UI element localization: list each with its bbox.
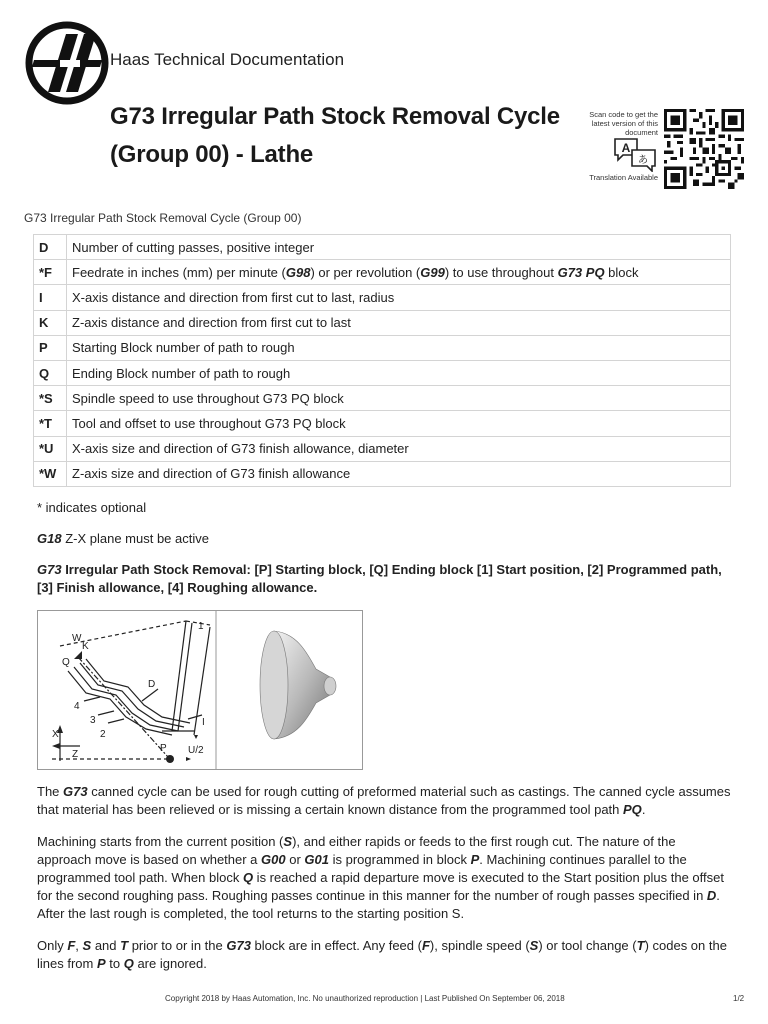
copyright-text: Copyright 2018 by Haas Automation, Inc. No unauthorized reproduction | Last Published On September 06, 2018 [165, 994, 565, 1003]
param-key: *F [34, 260, 67, 285]
param-desc: Z-axis distance and direction from first cut to last [67, 310, 731, 335]
text-run: block are in effect. Any feed ( [250, 938, 422, 953]
text-run: ), and either rapids or feeds to the first rough cut. The nature of the approach move is based on whether a [37, 834, 676, 867]
param-desc: Starting Block number of path to rough [67, 335, 731, 360]
param-desc: Tool and offset to use throughout G73 PQ block [67, 411, 731, 436]
label-q: Q [62, 657, 70, 668]
code-g73: G73 [37, 562, 62, 577]
param-desc: Number of cutting passes, positive integer [67, 235, 731, 260]
param-key: P [34, 335, 67, 360]
text-run: is reached a rapid departure move is executed to the Start position plus the offset for the second roughing pass. Roughing passes continue in this manner for the number of rough passes specified in [37, 870, 724, 903]
param-key: D [34, 235, 67, 260]
translation-icon [612, 136, 658, 172]
haas-logo-icon [24, 20, 110, 106]
text-run: ), spindle speed ( [429, 938, 530, 953]
translation-available: Translation Available [589, 173, 658, 182]
paragraph-effect [37, 937, 737, 973]
label-d: D [148, 679, 156, 690]
desc-text: ) to use throughout [444, 264, 558, 280]
param-key: K [34, 310, 67, 335]
param-key: *S [34, 386, 67, 411]
g73-diagram [37, 610, 363, 770]
document-header [24, 18, 744, 208]
section-subtitle: G73 Irregular Path Stock Removal Cycle (Group 00) [24, 211, 302, 225]
code-g18: G18 [37, 531, 62, 546]
label-four: 4 [74, 701, 80, 712]
desc-text: Feedrate in inches (mm) per minute ( [72, 264, 286, 280]
code-g00: G00 [261, 852, 286, 867]
param-desc: Z-axis size and direction of G73 finish allowance [67, 461, 731, 486]
paragraph-intro [37, 783, 737, 819]
code-pq: PQ [623, 802, 642, 817]
text-run: are ignored. [133, 956, 207, 971]
figure-caption [37, 561, 737, 597]
text-run: prior to or in the [128, 938, 227, 953]
text-run: Machining starts from the current position ( [37, 834, 284, 849]
code-p: P [470, 852, 480, 867]
plane-text: Z-X plane must be active [61, 531, 209, 546]
param-desc: Spindle speed to use throughout G73 PQ block [67, 386, 731, 411]
plane-note [37, 530, 209, 548]
brand-name: Haas Technical Documentation [110, 50, 345, 69]
code-q: Q [242, 870, 254, 885]
code-p: P [96, 956, 106, 971]
code-s: S [529, 938, 539, 953]
code-s: S [82, 938, 92, 953]
label-p: P [160, 743, 167, 754]
param-desc: X-axis distance and direction from first cut to last, radius [67, 285, 731, 310]
text-run: ) or tool change ( [538, 938, 637, 953]
code-d: D [706, 888, 717, 903]
table-row [34, 411, 731, 436]
text-run: . [641, 802, 646, 817]
qr-code-icon[interactable] [664, 108, 744, 190]
param-desc [67, 260, 731, 285]
desc-text: ) or per revolution ( [310, 264, 421, 280]
code-g73: G73 [63, 784, 88, 799]
table-row [34, 461, 731, 486]
table-row [34, 285, 731, 310]
paragraph-machining [37, 833, 732, 923]
translation-glyph-a: A [621, 141, 631, 155]
page-number: 1/2 [733, 994, 745, 1003]
text-run: . Machining continues parallel to the programmed tool path. When block [37, 852, 687, 885]
text-run: Only [37, 938, 68, 953]
label-three: 3 [90, 715, 96, 726]
text-run: or [285, 852, 305, 867]
code-f: F [421, 938, 430, 953]
text-run: canned cycle can be used for rough cutting of preformed material such as castings. The canned cycle assumes that material has been relieved or is missing a certain known distance from the programmed tool path [37, 784, 731, 817]
parameter-table [33, 234, 731, 487]
text-run: to [105, 956, 124, 971]
code-q: Q [123, 956, 134, 971]
text-run: and [91, 938, 121, 953]
param-key: Q [34, 360, 67, 385]
table-row [34, 260, 731, 285]
label-w: W [72, 633, 82, 644]
table-row [34, 360, 731, 385]
table-row [34, 235, 731, 260]
code-g73: G73 [226, 938, 251, 953]
page-title: G73 Irregular Path Stock Removal Cycle (Group 00) - Lathe [110, 103, 560, 168]
label-i: I [202, 717, 205, 728]
label-u2: U/2 [188, 745, 204, 756]
code-g98: G98 [285, 264, 311, 280]
text-run: The [37, 784, 64, 799]
text-run: , [75, 938, 83, 953]
code-g99: G99 [420, 264, 445, 280]
optional-note: * indicates optional [37, 500, 147, 515]
code-s: S [283, 834, 293, 849]
text-run: is programmed in block [328, 852, 471, 867]
param-desc: X-axis size and direction of G73 finish allowance, diameter [67, 436, 731, 461]
table-row [34, 386, 731, 411]
label-two: 2 [100, 729, 106, 740]
translation-glyph-b: あ [638, 155, 648, 166]
text-run: . After the last rough is completed, the tool returns to the starting position S. [37, 888, 720, 921]
scan-instruction: Scan code to get the latest version of this document [589, 110, 658, 137]
param-key: *W [34, 461, 67, 486]
param-key: *U [34, 436, 67, 461]
label-k: K [82, 641, 89, 652]
param-desc: Ending Block number of path to rough [67, 360, 731, 385]
part-illustration [260, 631, 336, 739]
caption-text: Irregular Path Stock Removal: [P] Starting block, [Q] Ending block [1] Start position, [2] Programmed path, [3] Finish allowance, [4] Roughing allowance. [37, 562, 722, 595]
code-g01: G01 [304, 852, 329, 867]
param-key: *T [34, 411, 67, 436]
table-row [34, 436, 731, 461]
param-key: I [34, 285, 67, 310]
table-row [34, 335, 731, 360]
table-row [34, 310, 731, 335]
code-t: T [636, 938, 645, 953]
code-t: T [120, 938, 129, 953]
code-f: F [67, 938, 76, 953]
label-z: Z [72, 749, 79, 760]
desc-text: block [604, 264, 639, 280]
code-g73pq: G73 PQ [557, 264, 605, 280]
text-run: ) codes on the lines from [37, 938, 727, 971]
label-x: X [52, 729, 59, 740]
label-one: 1 [198, 621, 204, 632]
